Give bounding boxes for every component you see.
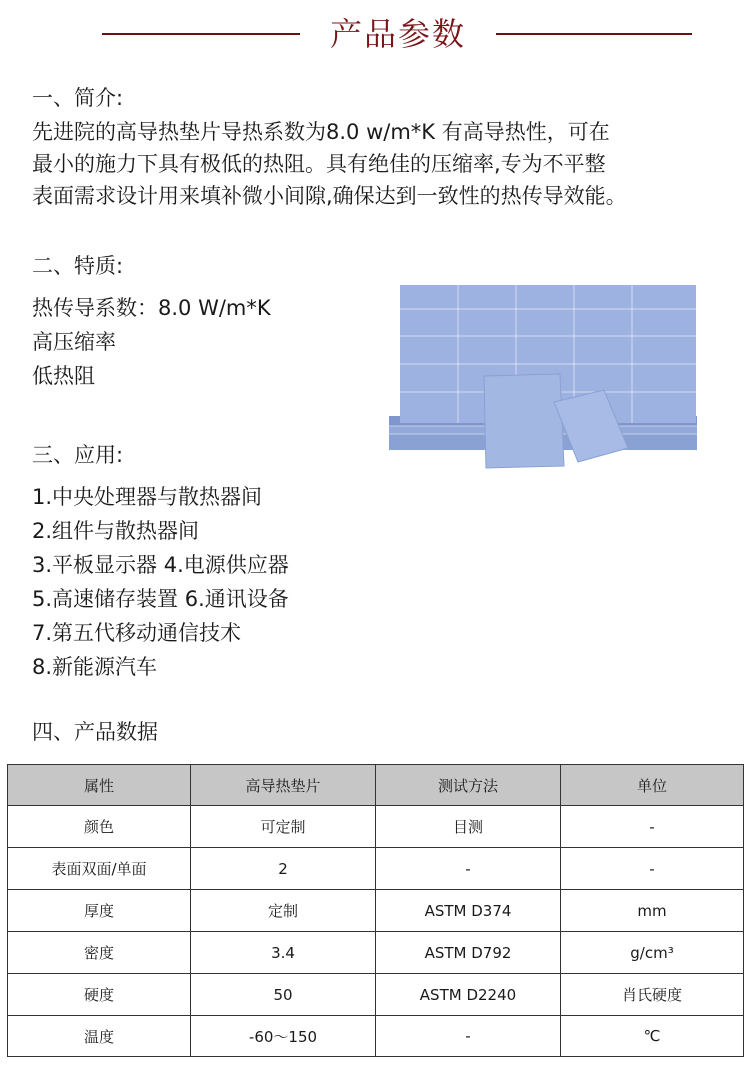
applications-heading: 三、应用:	[32, 443, 124, 467]
cell-unit: -	[561, 848, 744, 890]
table-header-row	[8, 765, 744, 806]
cell-value: -60～150	[191, 1016, 376, 1057]
cell-test-method: -	[376, 848, 561, 890]
applications-list	[32, 480, 289, 684]
cell-test-method: ASTM D374	[376, 890, 561, 932]
cell-unit: -	[561, 806, 744, 848]
thermal-pad-photo	[386, 280, 706, 476]
header-value: 高导热垫片	[191, 765, 376, 806]
title-row	[0, 8, 750, 60]
table-row	[8, 848, 744, 890]
cell-unit: ℃	[561, 1016, 744, 1057]
application-item: 2.组件与散热器间	[32, 519, 200, 543]
cell-property: 厚度	[8, 890, 191, 932]
cell-unit: g/cm³	[561, 932, 744, 974]
table-row	[8, 932, 744, 974]
header-test-method: 测试方法	[376, 765, 561, 806]
table-row	[8, 890, 744, 932]
cell-property: 颜色	[8, 806, 191, 848]
spec-table	[7, 764, 744, 1057]
cell-test-method: 目测	[376, 806, 561, 848]
intro-heading: 一、简介:	[32, 86, 124, 110]
cell-value: 定制	[191, 890, 376, 932]
cell-property: 温度	[8, 1016, 191, 1057]
intro-line: 最小的施力下具有极低的热阻。具有绝佳的压缩率,专为不平整	[32, 152, 606, 176]
features-heading: 二、特质:	[32, 254, 124, 278]
application-item: 7.第五代移动通信技术	[32, 621, 242, 645]
features-list	[32, 291, 271, 393]
table-row	[8, 1016, 744, 1057]
table-row	[8, 974, 744, 1016]
title-divider-left	[102, 33, 300, 35]
feature-item: 低热阻	[32, 364, 95, 388]
feature-item: 高压缩率	[32, 330, 116, 354]
cell-value: 50	[191, 974, 376, 1016]
cell-property: 表面双面/单面	[8, 848, 191, 890]
application-item: 1.中央处理器与散热器间	[32, 485, 263, 509]
cell-test-method: -	[376, 1016, 561, 1057]
application-item: 3.平板显示器 4.电源供应器	[32, 553, 289, 577]
feature-item: 热传导系数：8.0 W/m*K	[32, 296, 271, 320]
cell-property: 硬度	[8, 974, 191, 1016]
cell-unit: mm	[561, 890, 744, 932]
application-item: 5.高速储存装置 6.通讯设备	[32, 587, 289, 611]
header-unit: 单位	[561, 765, 744, 806]
application-item: 8.新能源汽车	[32, 655, 158, 679]
header-property: 属性	[8, 765, 191, 806]
table-row	[8, 806, 744, 848]
cell-value: 2	[191, 848, 376, 890]
page-title: 产品参数	[329, 15, 466, 53]
intro-line: 先进院的高导热垫片导热系数为8.0 w/m*K 有高导热性，可在	[32, 120, 610, 144]
cell-property: 密度	[8, 932, 191, 974]
cell-value: 3.4	[191, 932, 376, 974]
title-divider-right	[496, 33, 692, 35]
intro-line: 表面需求设计用来填补微小间隙,确保达到一致性的热传导效能。	[32, 184, 627, 208]
data-heading: 四、产品数据	[32, 720, 158, 744]
cell-test-method: ASTM D2240	[376, 974, 561, 1016]
intro-paragraph	[32, 116, 732, 212]
cell-unit: 肖氏硬度	[561, 974, 744, 1016]
cell-value: 可定制	[191, 806, 376, 848]
cell-test-method: ASTM D792	[376, 932, 561, 974]
